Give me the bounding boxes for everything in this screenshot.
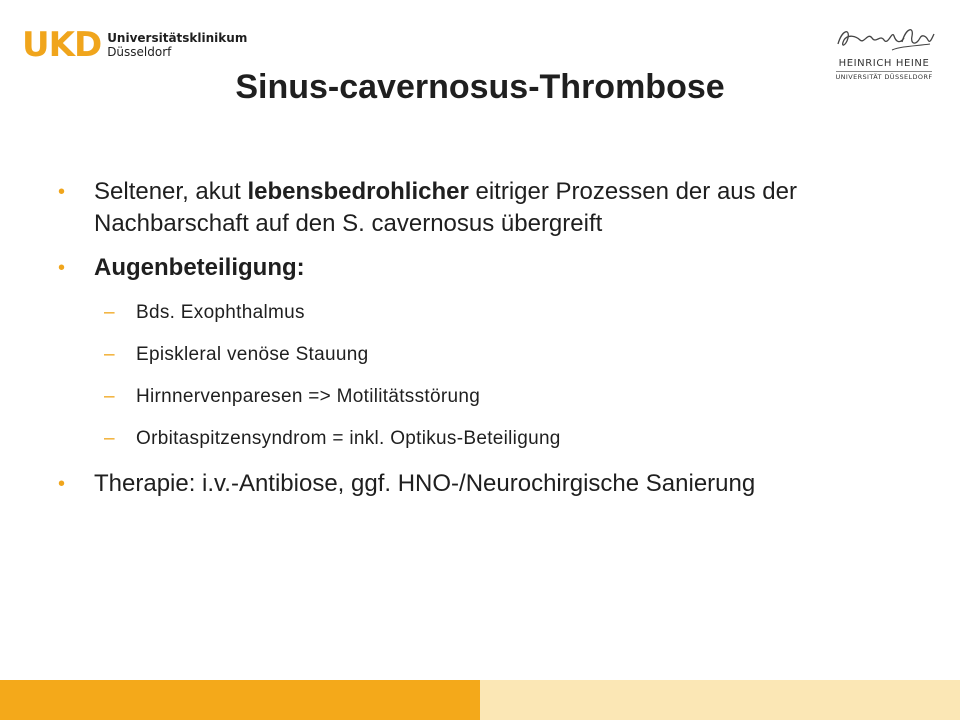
bullet-text: Therapie: i.v.-Antibiose, ggf. HNO-/Neurochirgische Sanierung: [94, 470, 756, 497]
bullet-item: [54, 252, 914, 284]
ukd-logo-mark: UKD: [22, 25, 102, 65]
bullet-text-after: eitriger Prozessen der aus der Nachbarschaft auf den S. cavernosus übergreift: [94, 178, 797, 237]
sub-item: [54, 426, 914, 452]
bullet-item: [54, 468, 914, 500]
sub-item: [54, 300, 914, 326]
sub-item-text: Hirnnervenparesen => Motilitätsstörung: [136, 386, 481, 407]
ukd-logo-line1: Universitätsklinikum: [107, 31, 248, 45]
footer-bar-left: [0, 680, 480, 720]
bullet-icon: •: [58, 181, 66, 203]
bullet-icon: •: [58, 473, 66, 495]
slide-content: [54, 176, 914, 512]
sub-list: [54, 300, 914, 452]
bullet-item: [54, 176, 914, 240]
bullet-text-bold: lebensbedrohlicher: [247, 178, 469, 205]
ukd-logo: [22, 25, 248, 65]
sub-item: [54, 342, 914, 368]
dash-icon: –: [104, 386, 115, 407]
signature-icon: [832, 22, 936, 56]
slide-title: Sinus-cavernosus-Thrombose: [235, 68, 725, 106]
sub-item-text: Episkleral venöse Stauung: [136, 344, 369, 365]
hhu-name: HEINRICH HEINE: [838, 58, 930, 69]
ukd-logo-line2: Düsseldorf: [107, 45, 172, 59]
bullet-icon: •: [58, 257, 66, 279]
sub-item-text: Bds. Exophthalmus: [136, 302, 305, 323]
dash-icon: –: [104, 302, 115, 323]
sub-item-text: Orbitaspitzensyndrom = inkl. Optikus-Beteiligung: [136, 428, 561, 449]
dash-icon: –: [104, 428, 115, 449]
bullet-text-before: Seltener, akut: [94, 178, 248, 205]
footer-bar-right: [480, 680, 960, 720]
hhu-university: UNIVERSITÄT DÜSSELDORF: [835, 73, 933, 81]
bullet-text-bold: Augenbeteiligung:: [94, 254, 305, 281]
ukd-logo-text: [107, 31, 247, 59]
dash-icon: –: [104, 344, 115, 365]
sub-item: [54, 384, 914, 410]
